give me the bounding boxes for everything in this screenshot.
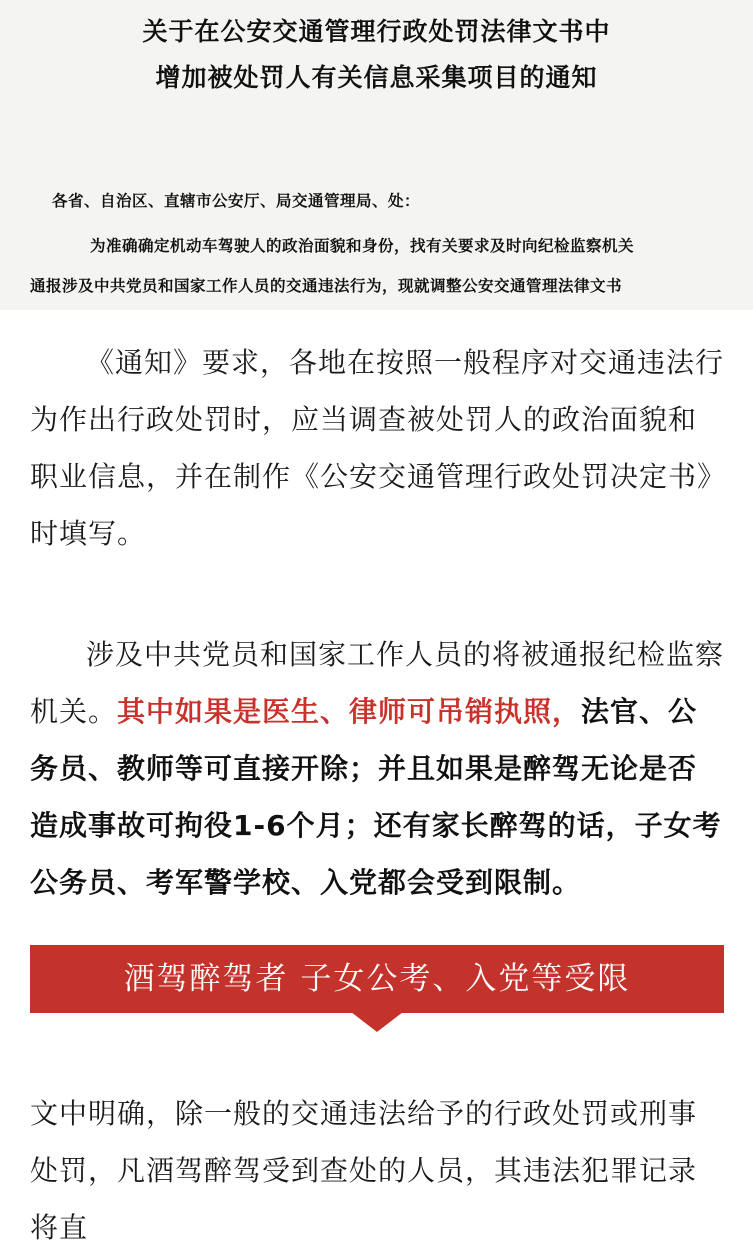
article-paragraph-2 bbox=[30, 626, 725, 911]
banner-pointer bbox=[351, 1012, 403, 1032]
section-banner: 酒驾醉驾者 子女公考、入党等受限 bbox=[30, 945, 724, 1013]
paragraph-2-highlight-text: 其中如果是医生、律师可吊销执照， bbox=[117, 695, 582, 728]
notice-body-line-2: 通报涉及中共党员和国家工作人员的交通违法行为，现就调整公安交通管理法律文书 bbox=[30, 276, 623, 295]
paragraph-1-text: 《通知》要求，各地在按照一般程序对交通违法行为作出行政处罚时，应当调查被处罚人的政治面貌和职业信息，并在制作《公安交通管理行政处罚决定书》时填写。 bbox=[30, 346, 725, 550]
notice-title-line-2: 增加被处罚人有关信息采集项目的通知 bbox=[155, 63, 598, 92]
paragraph-3-text: 文中明确，除一般的交通违法给予的行政处罚或刑事处罚，凡酒驾醉驾受到查处的人员，其违法犯罪记录将直 bbox=[30, 1097, 698, 1244]
notice-addressee: 各省、自治区、直辖市公安厅、局交通管理局、处： bbox=[52, 191, 421, 210]
article-paragraph-1 bbox=[30, 334, 725, 562]
article-paragraph-3 bbox=[30, 1085, 725, 1256]
paragraph-2-normal-text: 涉及中共党员和国家工作人员的将被通报纪检监察机关。 bbox=[30, 638, 725, 728]
scanned-notice-image bbox=[0, 0, 753, 310]
paragraph-2-bold-text: 法官、公务员、教师等可直接开除；并且如果是醉驾无论是否造成事故可拘役1-6个月；还有家长醉驾的话，子女考公务员、考军警学校、入党都会受到限制。 bbox=[30, 695, 722, 899]
notice-title-line-1: 关于在公安交通管理行政处罚法律文书中 bbox=[142, 17, 611, 46]
notice-body-line-1: 为准确确定机动车驾驶人的政治面貌和身份，找有关要求及时向纪检监察机关 bbox=[90, 236, 635, 255]
